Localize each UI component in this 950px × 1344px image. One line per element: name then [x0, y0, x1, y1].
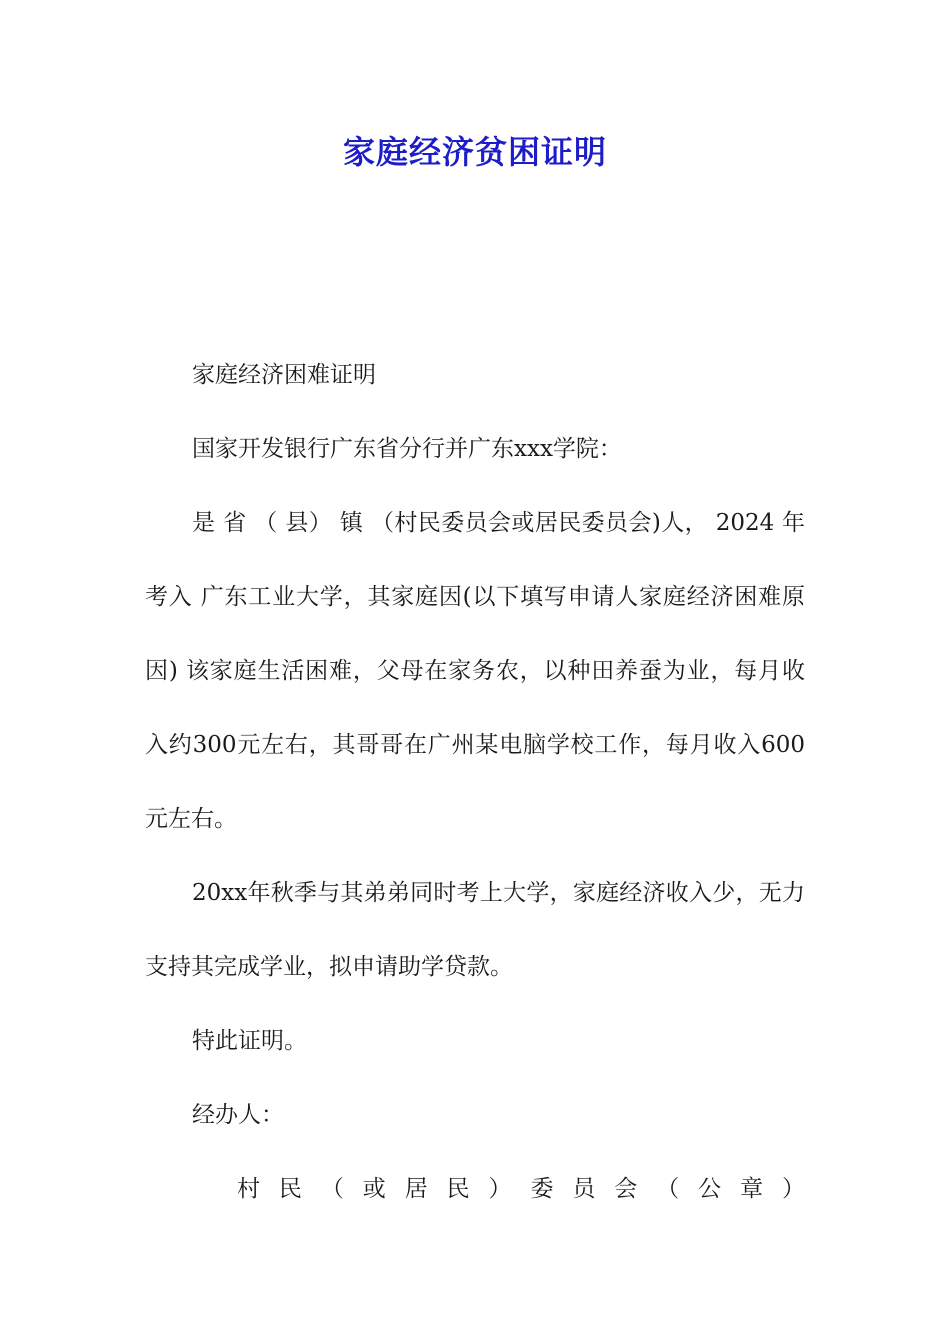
page-title: 家庭经济贫困证明: [342, 133, 607, 171]
seal-line: 村 民 （ 或 居 民 ） 委 员 会 （ 公 章 ）: [237, 1176, 805, 1202]
paragraph-loan-request: 20xx年秋季与其弟弟同时考上大学，家庭经济收入少，无力支持其完成学业，拟申请助学贷款。: [145, 880, 805, 980]
recipient-line: 国家开发银行广东省分行并广东xxx学院：: [192, 436, 622, 462]
document-body: [145, 338, 805, 1226]
closing-statement: 特此证明。: [192, 1028, 307, 1054]
paragraph-family-situation: 是 省 （ 县） 镇 （村民委员会或居民委员会)人， 2024 年考入 广东工业大学，其家庭因(以下填写申请人家庭经济困难原因) 该家庭生活困难，父母在家务农，以种田养蚕为业，每月收入约300元左右，其哥哥在广州某电脑学校工作，每月收入600元左右。: [145, 510, 805, 832]
handler-label: 经办人：: [192, 1102, 284, 1128]
certificate-heading: 家庭经济困难证明: [192, 362, 376, 388]
